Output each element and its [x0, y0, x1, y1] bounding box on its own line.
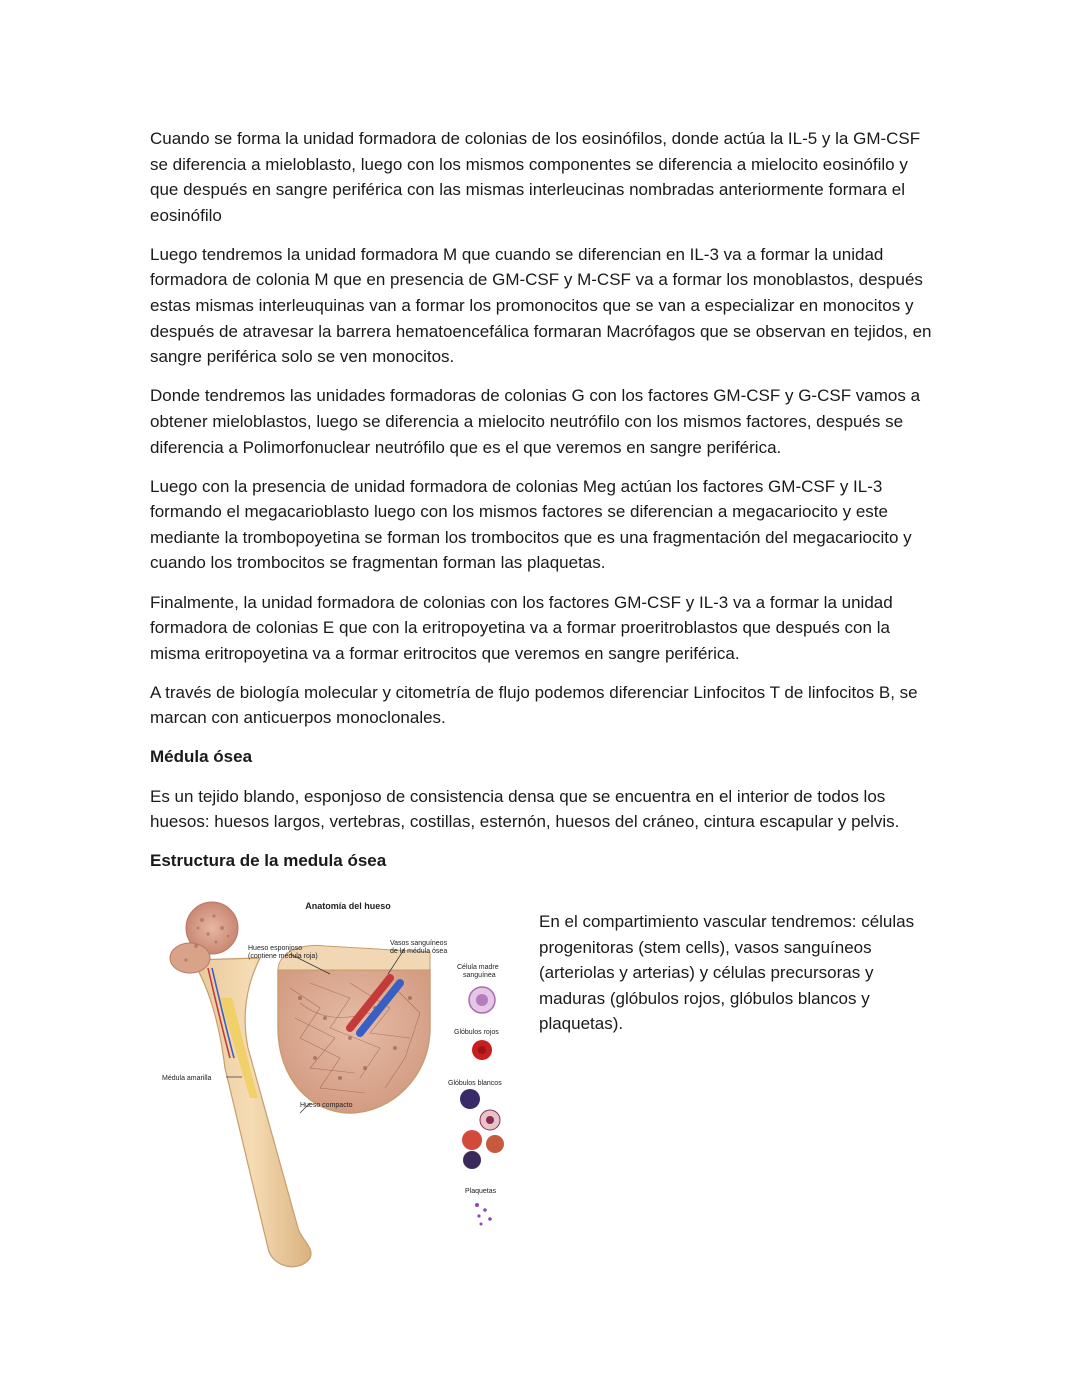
label-vessels-2: de la médula ósea [390, 948, 448, 955]
figure-row [150, 888, 940, 1283]
label-stem-cell-2: sanguínea [463, 972, 496, 979]
paragraph-eosinophils: Cuando se forma la unidad formadora de colonias de los eosinófilos, donde actúa la IL-5 y la GM-CSF se diferencia a mieloblasto, luego con los mismos componentes se diferencia a mielocito eosinófilo y que después en sangre periférica con las mismas interleucinas nombradas anteriormente formara el eosinófilo [150, 129, 921, 225]
red-blood-cell-center [478, 1046, 486, 1054]
label-stem-cell: Célula madre [457, 964, 499, 971]
white-blood-cell-3 [462, 1130, 482, 1150]
paragraph-megakaryocytes: Luego con la presencia de unidad formadora de colonias Meg actúan los factores GM-CSF y IL-3 formando el megacarioblasto luego con los mismos factores se diferencian a megacariocito y este mediante la trombopoyetina se forman los trombocitos que es una fragmentación del megacariocito y cuando los trombocitos se fragmentan forman las plaquetas. [150, 476, 912, 573]
bone-anatomy-figure [150, 888, 535, 1273]
vascular-compartment-text: En el compartimiento vascular tendremos: células progenitoras (stem cells), vasos sanguíneos (arteriolas y arterias) y células precursoras y maduras (glóbulos rojos, glóbulos blancos y plaquetas). [539, 912, 915, 1034]
label-red-cells: Glóbulos rojos [454, 1029, 499, 1036]
label-white-cells: Glóbulos blancos [448, 1080, 502, 1087]
label-yellow-marrow: Médula amarilla [162, 1075, 212, 1082]
paragraph-lymphocytes: A través de biología molecular y citometría de flujo podemos diferenciar Linfocitos T de linfocitos B, se marcan con anticuerpos monoclonales. [150, 682, 918, 728]
heading-medula-osea: Médula ósea [150, 747, 253, 767]
white-blood-cell-icon [460, 1089, 480, 1109]
label-platelets: Plaquetas [465, 1188, 497, 1195]
white-blood-cell-4 [486, 1135, 504, 1153]
label-compact-bone: Hueso compacto [300, 1102, 353, 1109]
paragraph-neutrophils: Donde tendremos las unidades formadoras de colonias G con los factores GM-CSF y G-CSF vamos a obtener mieloblastos, luego se diferencia a mielocito neutrófilo con los mismos factores, después se diferencia a Polimorfonuclear neutrófilo que es el que veremos en sangre periférica. [150, 386, 921, 457]
label-spongy-bone: Hueso esponjoso [248, 945, 303, 952]
document-body [150, 126, 940, 887]
femur-trochanter [170, 943, 210, 973]
paragraph-medula-definition: Es un tejido blando, esponjoso de consistencia densa que se encuentra en el interior de todos los huesos: huesos largos, vertebras, costillas, esternón, huesos del cráneo, cintura escapular y pelvis. [150, 786, 900, 832]
platelets-icon [475, 1203, 492, 1226]
label-vessels: Vasos sanguíneos [390, 940, 448, 947]
figure-title: Anatomía del hueso [305, 901, 391, 911]
white-blood-cell-5 [463, 1151, 481, 1169]
bone-anatomy-illustration [150, 888, 535, 1273]
stem-cell-nucleus [476, 994, 488, 1006]
label-spongy-bone-note: (contiene médula roja) [248, 953, 318, 960]
paragraph-monocytes: Luego tendremos la unidad formadora M que cuando se diferencian en IL-3 va a formar la unidad formadora de colonia M que en presencia de GM-CSF y M-CSF va a formar los monoblastos, después estas mismas interleuquinas van a formar los promonocitos que se van a especializar en monocitos y después de atravesar la barrera hematoencefálica formaran Macrófagos que se observan en tejidos, en sangre periférica solo se ven monocitos. [150, 244, 932, 367]
heading-estructura: Estructura de la medula ósea [150, 851, 387, 871]
paragraph-erythrocytes: Finalmente, la unidad formadora de colonias con los factores GM-CSF y IL-3 va a formar la unidad formadora de colonias E que con la eritropoyetina va a formar proeritroblastos que después con la misma eritropoyetina va a formar eritrocitos que veremos en sangre periférica. [150, 592, 893, 663]
white-blood-cell-2-nucleus [486, 1116, 494, 1124]
